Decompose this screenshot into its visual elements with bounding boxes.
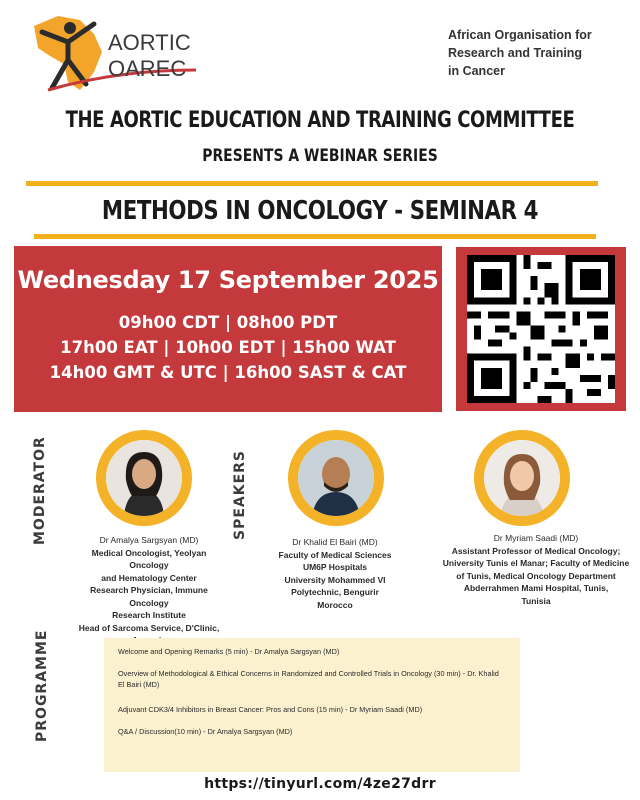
speakers-label: SPEAKERS [232,449,248,540]
event-date: Wednesday 17 September 2025 [17,266,439,294]
qr-code-icon [464,255,618,403]
bio-line: Head of Sarcoma Service, D'Clinic, [78,622,220,633]
programme-item: Adjuvant CDK3/4 Inhibitors in Breast Cancer: Pros and Cons (15 min) - Dr Myriam Saadi (MD) [118,705,423,714]
time-line: 17h00 EAT | 10h00 EDT | 15h00 WAT [60,338,396,357]
divider-top [26,181,598,186]
moderator-label: MODERATOR [32,436,48,545]
programme-label: PROGRAMME [34,629,50,742]
time-line: 09h00 CDT | 08h00 PDT [118,313,338,332]
programme-item: Overview of Methodological & Ethical Concerns in Randomized and Controlled Trials in Oncology (30 min) - Dr. Khalid El Bairi (MD) [118,669,499,689]
bio-line: and Hematology Center [101,572,197,583]
person-name: Dr Amalya Sargsyan (MD) [99,535,199,545]
person-avatar-icon [298,440,374,516]
organisation-name [448,26,628,80]
speaker-photo-myriam [474,430,570,526]
moderator-bio [76,534,222,647]
programme-item: Welcome and Opening Remarks (5 min) - Dr Amalya Sargsyan (MD) [118,647,340,656]
seminar-title: METHODS IN ONCOLOGY - SEMINAR 4 [101,196,539,226]
event-datetime-box [14,246,442,412]
bio-line: Polytechnic, Bengurir [291,587,379,597]
bio-line: Medical Oncologist, Yeolyan Oncology [91,547,207,570]
person-avatar-icon [484,440,560,516]
bio-line: University Tunis el Manar; Faculty of Medicine [442,558,630,568]
org-name-line: Research and Training [448,46,583,60]
bio-line: Assistant Professor of Medical Oncology; [451,545,621,556]
person-avatar-icon [106,440,182,516]
speaker-photo-khalid [288,430,384,526]
qr-code[interactable] [456,247,626,411]
bio-line: Faculty of Medical Sciences [278,549,392,560]
time-line: 14h00 GMT & UTC | 16h00 SAST & CAT [49,363,407,382]
event-times [14,310,442,385]
speaker-bio-khalid [262,536,408,611]
bio-line: Research Physician, Immune Oncology [90,585,208,608]
logo-text-oarec: OAREC [108,56,187,81]
bio-line: University Mohammed VI [284,574,386,585]
registration-link[interactable]: https://tinyurl.com/4ze27drr [204,776,436,792]
bio-line: of Tunis, Medical Oncology Department [456,570,616,581]
bio-line: Research Institute [112,610,186,620]
programme-box [104,638,520,772]
logo-text-aortic: AORTIC [108,30,191,55]
moderator-photo [96,430,192,526]
aortic-logo [28,12,208,94]
org-name-line: African Organisation for [448,28,592,42]
org-name-line: in Cancer [448,64,505,78]
speaker-bio-myriam [438,532,634,607]
divider-bottom [34,234,596,239]
committee-title: THE AORTIC EDUCATION AND TRAINING COMMITTEE [65,108,575,133]
person-name: Dr Khalid El Bairi (MD) [292,537,378,547]
person-name: Dr Myriam Saadi (MD) [493,533,579,543]
programme-item: Q&A / Discussion(10 min) - Dr Amalya Sargsyan (MD) [118,727,293,736]
bio-line: Tunisia [521,595,551,606]
bio-line: Morocco [317,599,353,610]
bio-line: Abderrahmen Mami Hospital, Tunis, [463,583,609,593]
presents-title: PRESENTS A WEBINAR SERIES [202,146,438,166]
bio-line: UM6P Hospitals [302,562,368,572]
